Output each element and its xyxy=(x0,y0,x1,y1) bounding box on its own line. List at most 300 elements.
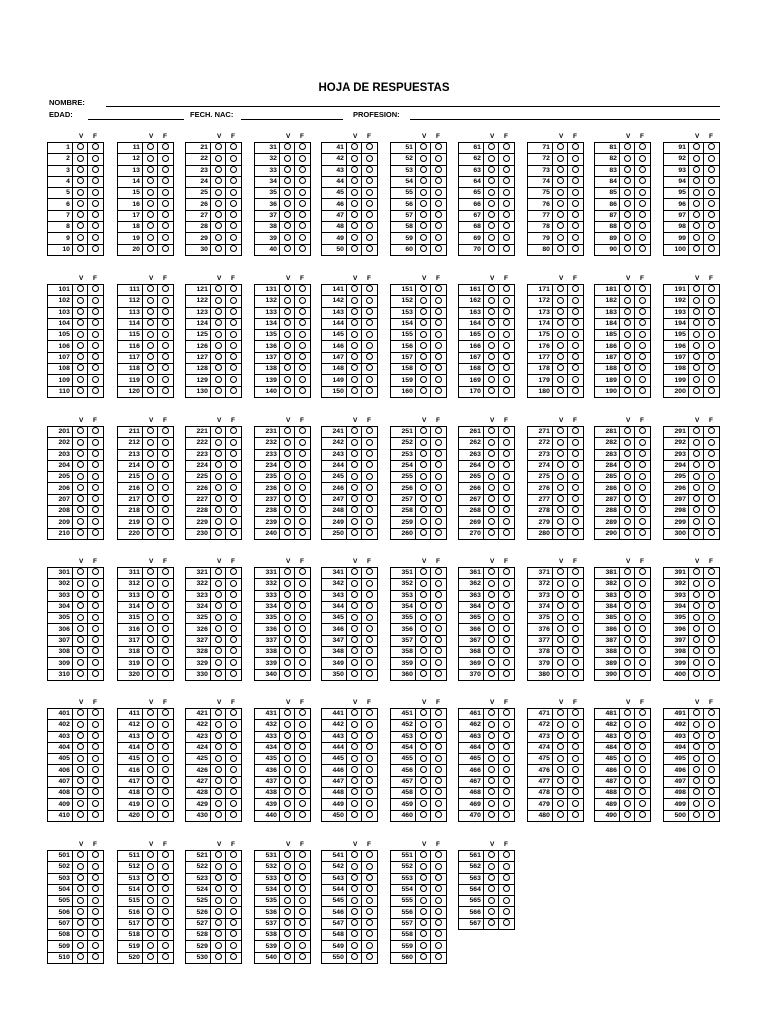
bubble-f[interactable] xyxy=(299,529,306,536)
bubble-v[interactable] xyxy=(284,245,291,252)
bubble-f[interactable] xyxy=(503,670,510,677)
bubble-v[interactable] xyxy=(77,439,84,446)
bubble-v[interactable] xyxy=(693,155,700,162)
bubble-f[interactable] xyxy=(92,625,99,632)
bubble-f[interactable] xyxy=(503,851,510,858)
bubble-v[interactable] xyxy=(215,211,222,218)
bubble-v[interactable] xyxy=(147,568,154,575)
bubble-v[interactable] xyxy=(624,143,631,150)
bubble-f[interactable] xyxy=(708,450,715,457)
bubble-f[interactable] xyxy=(708,529,715,536)
bubble-v[interactable] xyxy=(215,659,222,666)
bubble-f[interactable] xyxy=(162,495,169,502)
bubble-v[interactable] xyxy=(215,342,222,349)
bubble-v[interactable] xyxy=(557,331,564,338)
bubble-f[interactable] xyxy=(92,659,99,666)
bubble-f[interactable] xyxy=(162,473,169,480)
bubble-f[interactable] xyxy=(366,331,373,338)
bubble-f[interactable] xyxy=(572,800,579,807)
bubble-v[interactable] xyxy=(624,308,631,315)
bubble-v[interactable] xyxy=(351,614,358,621)
bubble-v[interactable] xyxy=(284,189,291,196)
bubble-f[interactable] xyxy=(230,874,237,881)
bubble-v[interactable] xyxy=(420,636,427,643)
bubble-f[interactable] xyxy=(366,788,373,795)
bubble-v[interactable] xyxy=(693,177,700,184)
bubble-f[interactable] xyxy=(639,484,646,491)
bubble-v[interactable] xyxy=(557,495,564,502)
bubble-f[interactable] xyxy=(503,155,510,162)
bubble-v[interactable] xyxy=(284,580,291,587)
bubble-f[interactable] xyxy=(299,461,306,468)
bubble-f[interactable] xyxy=(435,461,442,468)
bubble-f[interactable] xyxy=(162,919,169,926)
bubble-f[interactable] xyxy=(435,851,442,858)
bubble-f[interactable] xyxy=(366,364,373,371)
bubble-f[interactable] xyxy=(299,766,306,773)
bubble-f[interactable] xyxy=(435,427,442,434)
bubble-v[interactable] xyxy=(215,331,222,338)
bubble-v[interactable] xyxy=(557,450,564,457)
bubble-f[interactable] xyxy=(503,143,510,150)
bubble-f[interactable] xyxy=(299,518,306,525)
bubble-f[interactable] xyxy=(162,625,169,632)
bubble-f[interactable] xyxy=(230,376,237,383)
bubble-f[interactable] xyxy=(572,647,579,654)
bubble-v[interactable] xyxy=(147,166,154,173)
bubble-v[interactable] xyxy=(624,234,631,241)
bubble-f[interactable] xyxy=(299,602,306,609)
bubble-f[interactable] xyxy=(92,580,99,587)
bubble-f[interactable] xyxy=(572,518,579,525)
bubble-v[interactable] xyxy=(624,529,631,536)
bubble-v[interactable] xyxy=(420,495,427,502)
bubble-v[interactable] xyxy=(488,908,495,915)
bubble-v[interactable] xyxy=(488,166,495,173)
bubble-v[interactable] xyxy=(77,800,84,807)
bubble-v[interactable] xyxy=(351,659,358,666)
bubble-v[interactable] xyxy=(420,614,427,621)
bubble-v[interactable] xyxy=(488,766,495,773)
bubble-v[interactable] xyxy=(488,777,495,784)
bubble-f[interactable] xyxy=(230,308,237,315)
bubble-v[interactable] xyxy=(351,342,358,349)
bubble-v[interactable] xyxy=(147,788,154,795)
bubble-v[interactable] xyxy=(284,387,291,394)
bubble-f[interactable] xyxy=(572,143,579,150)
bubble-v[interactable] xyxy=(215,602,222,609)
bubble-v[interactable] xyxy=(488,788,495,795)
bubble-f[interactable] xyxy=(162,908,169,915)
bubble-v[interactable] xyxy=(420,319,427,326)
bubble-f[interactable] xyxy=(708,143,715,150)
bubble-v[interactable] xyxy=(557,788,564,795)
bubble-v[interactable] xyxy=(557,602,564,609)
bubble-f[interactable] xyxy=(92,919,99,926)
bubble-v[interactable] xyxy=(420,777,427,784)
bubble-f[interactable] xyxy=(435,331,442,338)
bubble-v[interactable] xyxy=(147,670,154,677)
bubble-v[interactable] xyxy=(215,919,222,926)
bubble-f[interactable] xyxy=(366,580,373,587)
bubble-f[interactable] xyxy=(572,439,579,446)
bubble-f[interactable] xyxy=(572,743,579,750)
bubble-f[interactable] xyxy=(366,800,373,807)
bubble-v[interactable] xyxy=(557,245,564,252)
bubble-v[interactable] xyxy=(77,919,84,926)
bubble-f[interactable] xyxy=(708,614,715,621)
bubble-f[interactable] xyxy=(503,376,510,383)
bubble-v[interactable] xyxy=(215,234,222,241)
bubble-v[interactable] xyxy=(147,777,154,784)
bubble-v[interactable] xyxy=(624,200,631,207)
bubble-v[interactable] xyxy=(420,743,427,750)
bubble-v[interactable] xyxy=(147,387,154,394)
bubble-f[interactable] xyxy=(299,439,306,446)
bubble-v[interactable] xyxy=(215,200,222,207)
bubble-f[interactable] xyxy=(230,908,237,915)
bubble-v[interactable] xyxy=(488,863,495,870)
bubble-v[interactable] xyxy=(557,580,564,587)
bubble-f[interactable] xyxy=(435,234,442,241)
bubble-f[interactable] xyxy=(366,863,373,870)
bubble-f[interactable] xyxy=(92,319,99,326)
bubble-f[interactable] xyxy=(639,636,646,643)
bubble-f[interactable] xyxy=(639,788,646,795)
bubble-v[interactable] xyxy=(284,461,291,468)
bubble-f[interactable] xyxy=(503,591,510,598)
bubble-v[interactable] xyxy=(284,709,291,716)
bubble-v[interactable] xyxy=(488,234,495,241)
bubble-v[interactable] xyxy=(215,591,222,598)
bubble-f[interactable] xyxy=(572,387,579,394)
bubble-v[interactable] xyxy=(624,506,631,513)
bubble-f[interactable] xyxy=(299,647,306,654)
bubble-v[interactable] xyxy=(147,766,154,773)
bubble-v[interactable] xyxy=(693,568,700,575)
bubble-v[interactable] xyxy=(284,885,291,892)
bubble-f[interactable] xyxy=(503,800,510,807)
bubble-f[interactable] xyxy=(708,647,715,654)
bubble-f[interactable] xyxy=(366,189,373,196)
bubble-f[interactable] xyxy=(92,732,99,739)
bubble-v[interactable] xyxy=(351,953,358,960)
bubble-v[interactable] xyxy=(420,811,427,818)
bubble-v[interactable] xyxy=(693,614,700,621)
bubble-v[interactable] xyxy=(284,427,291,434)
bubble-f[interactable] xyxy=(366,636,373,643)
bubble-f[interactable] xyxy=(162,331,169,338)
bubble-f[interactable] xyxy=(299,211,306,218)
bubble-v[interactable] xyxy=(284,506,291,513)
bubble-f[interactable] xyxy=(92,800,99,807)
bubble-f[interactable] xyxy=(230,200,237,207)
bubble-v[interactable] xyxy=(147,851,154,858)
bubble-f[interactable] xyxy=(366,930,373,937)
bubble-v[interactable] xyxy=(488,529,495,536)
bubble-f[interactable] xyxy=(639,495,646,502)
bubble-f[interactable] xyxy=(435,732,442,739)
bubble-v[interactable] xyxy=(351,518,358,525)
bubble-f[interactable] xyxy=(162,863,169,870)
bubble-f[interactable] xyxy=(366,721,373,728)
bubble-v[interactable] xyxy=(77,342,84,349)
bubble-v[interactable] xyxy=(351,484,358,491)
bubble-f[interactable] xyxy=(230,189,237,196)
bubble-v[interactable] xyxy=(147,659,154,666)
bubble-v[interactable] xyxy=(215,285,222,292)
bubble-f[interactable] xyxy=(435,647,442,654)
bubble-f[interactable] xyxy=(435,863,442,870)
bubble-f[interactable] xyxy=(708,473,715,480)
bubble-v[interactable] xyxy=(420,308,427,315)
bubble-v[interactable] xyxy=(488,342,495,349)
bubble-v[interactable] xyxy=(215,670,222,677)
bubble-v[interactable] xyxy=(215,143,222,150)
bubble-v[interactable] xyxy=(215,777,222,784)
bubble-v[interactable] xyxy=(215,353,222,360)
bubble-v[interactable] xyxy=(284,297,291,304)
bubble-f[interactable] xyxy=(435,885,442,892)
bubble-v[interactable] xyxy=(215,580,222,587)
bubble-v[interactable] xyxy=(420,863,427,870)
bubble-f[interactable] xyxy=(503,461,510,468)
bubble-f[interactable] xyxy=(435,874,442,881)
bubble-v[interactable] xyxy=(624,364,631,371)
bubble-f[interactable] xyxy=(92,450,99,457)
bubble-v[interactable] xyxy=(215,636,222,643)
bubble-v[interactable] xyxy=(624,155,631,162)
bubble-f[interactable] xyxy=(230,319,237,326)
bubble-v[interactable] xyxy=(215,439,222,446)
bubble-f[interactable] xyxy=(162,245,169,252)
bubble-f[interactable] xyxy=(230,732,237,739)
bubble-f[interactable] xyxy=(366,919,373,926)
bubble-v[interactable] xyxy=(215,811,222,818)
bubble-v[interactable] xyxy=(624,518,631,525)
bubble-v[interactable] xyxy=(488,506,495,513)
bubble-v[interactable] xyxy=(624,591,631,598)
bubble-f[interactable] xyxy=(503,732,510,739)
bubble-f[interactable] xyxy=(708,222,715,229)
bubble-f[interactable] xyxy=(366,177,373,184)
bubble-v[interactable] xyxy=(147,953,154,960)
bubble-f[interactable] xyxy=(572,506,579,513)
bubble-f[interactable] xyxy=(366,766,373,773)
bubble-v[interactable] xyxy=(351,777,358,784)
bubble-f[interactable] xyxy=(708,580,715,587)
bubble-f[interactable] xyxy=(503,353,510,360)
bubble-v[interactable] xyxy=(284,450,291,457)
bubble-v[interactable] xyxy=(147,245,154,252)
bubble-f[interactable] xyxy=(366,353,373,360)
bubble-f[interactable] xyxy=(503,908,510,915)
bubble-f[interactable] xyxy=(299,800,306,807)
bubble-f[interactable] xyxy=(503,614,510,621)
bubble-f[interactable] xyxy=(503,811,510,818)
bubble-v[interactable] xyxy=(77,732,84,739)
bubble-v[interactable] xyxy=(624,755,631,762)
bubble-f[interactable] xyxy=(299,234,306,241)
bubble-f[interactable] xyxy=(435,811,442,818)
bubble-v[interactable] xyxy=(693,473,700,480)
bubble-v[interactable] xyxy=(693,721,700,728)
bubble-f[interactable] xyxy=(435,580,442,587)
bubble-f[interactable] xyxy=(435,211,442,218)
bubble-v[interactable] xyxy=(77,450,84,457)
bubble-v[interactable] xyxy=(624,732,631,739)
bubble-v[interactable] xyxy=(420,297,427,304)
bubble-v[interactable] xyxy=(147,580,154,587)
bubble-f[interactable] xyxy=(92,166,99,173)
bubble-f[interactable] xyxy=(572,614,579,621)
bubble-v[interactable] xyxy=(693,211,700,218)
bubble-v[interactable] xyxy=(488,461,495,468)
bubble-f[interactable] xyxy=(435,709,442,716)
bubble-f[interactable] xyxy=(162,766,169,773)
bubble-f[interactable] xyxy=(299,245,306,252)
bubble-f[interactable] xyxy=(572,376,579,383)
bubble-f[interactable] xyxy=(92,721,99,728)
bubble-v[interactable] xyxy=(147,439,154,446)
bubble-f[interactable] xyxy=(708,800,715,807)
bubble-f[interactable] xyxy=(572,732,579,739)
bubble-f[interactable] xyxy=(230,636,237,643)
bubble-f[interactable] xyxy=(708,602,715,609)
bubble-v[interactable] xyxy=(77,461,84,468)
bubble-f[interactable] xyxy=(162,353,169,360)
bubble-f[interactable] xyxy=(366,200,373,207)
bubble-v[interactable] xyxy=(557,766,564,773)
bubble-v[interactable] xyxy=(147,919,154,926)
bubble-f[interactable] xyxy=(230,919,237,926)
bubble-f[interactable] xyxy=(639,331,646,338)
bubble-f[interactable] xyxy=(162,166,169,173)
bubble-f[interactable] xyxy=(230,387,237,394)
bubble-f[interactable] xyxy=(230,285,237,292)
bubble-f[interactable] xyxy=(435,376,442,383)
bubble-v[interactable] xyxy=(488,450,495,457)
bubble-v[interactable] xyxy=(147,930,154,937)
bubble-v[interactable] xyxy=(351,245,358,252)
bubble-v[interactable] xyxy=(215,297,222,304)
bubble-v[interactable] xyxy=(77,874,84,881)
bubble-v[interactable] xyxy=(693,659,700,666)
bubble-v[interactable] xyxy=(693,200,700,207)
bubble-f[interactable] xyxy=(299,506,306,513)
bubble-v[interactable] xyxy=(488,885,495,892)
bubble-f[interactable] xyxy=(708,811,715,818)
bubble-v[interactable] xyxy=(557,743,564,750)
bubble-f[interactable] xyxy=(230,721,237,728)
bubble-f[interactable] xyxy=(503,200,510,207)
bubble-f[interactable] xyxy=(366,591,373,598)
bubble-f[interactable] xyxy=(708,155,715,162)
bubble-f[interactable] xyxy=(708,285,715,292)
bubble-f[interactable] xyxy=(639,614,646,621)
bubble-v[interactable] xyxy=(77,942,84,949)
bubble-v[interactable] xyxy=(284,670,291,677)
bubble-f[interactable] xyxy=(92,874,99,881)
bubble-f[interactable] xyxy=(92,908,99,915)
bubble-v[interactable] xyxy=(147,211,154,218)
bubble-f[interactable] xyxy=(503,625,510,632)
bubble-f[interactable] xyxy=(639,529,646,536)
bubble-f[interactable] xyxy=(572,529,579,536)
bubble-f[interactable] xyxy=(366,245,373,252)
bubble-f[interactable] xyxy=(92,647,99,654)
bubble-f[interactable] xyxy=(92,636,99,643)
bubble-f[interactable] xyxy=(435,484,442,491)
bubble-v[interactable] xyxy=(351,874,358,881)
bubble-f[interactable] xyxy=(708,670,715,677)
bubble-v[interactable] xyxy=(147,222,154,229)
bubble-f[interactable] xyxy=(503,897,510,904)
bubble-f[interactable] xyxy=(366,285,373,292)
bubble-v[interactable] xyxy=(147,376,154,383)
bubble-v[interactable] xyxy=(147,709,154,716)
bubble-v[interactable] xyxy=(693,353,700,360)
bubble-f[interactable] xyxy=(503,743,510,750)
bubble-v[interactable] xyxy=(284,177,291,184)
bubble-v[interactable] xyxy=(215,155,222,162)
bubble-v[interactable] xyxy=(215,766,222,773)
bubble-v[interactable] xyxy=(351,529,358,536)
bubble-v[interactable] xyxy=(693,518,700,525)
bubble-v[interactable] xyxy=(624,743,631,750)
bubble-v[interactable] xyxy=(624,353,631,360)
bubble-v[interactable] xyxy=(284,602,291,609)
bubble-f[interactable] xyxy=(230,364,237,371)
bubble-f[interactable] xyxy=(366,942,373,949)
bubble-v[interactable] xyxy=(284,518,291,525)
bubble-f[interactable] xyxy=(92,439,99,446)
bubble-v[interactable] xyxy=(488,285,495,292)
bubble-f[interactable] xyxy=(503,874,510,881)
bubble-f[interactable] xyxy=(708,234,715,241)
bubble-v[interactable] xyxy=(420,709,427,716)
bubble-f[interactable] xyxy=(435,659,442,666)
bubble-f[interactable] xyxy=(708,788,715,795)
bubble-f[interactable] xyxy=(299,427,306,434)
bubble-v[interactable] xyxy=(624,580,631,587)
bubble-v[interactable] xyxy=(420,580,427,587)
bubble-v[interactable] xyxy=(693,709,700,716)
bubble-v[interactable] xyxy=(420,376,427,383)
bubble-v[interactable] xyxy=(624,473,631,480)
bubble-v[interactable] xyxy=(693,342,700,349)
bubble-f[interactable] xyxy=(299,143,306,150)
bubble-v[interactable] xyxy=(215,495,222,502)
bubble-f[interactable] xyxy=(708,518,715,525)
bubble-v[interactable] xyxy=(488,376,495,383)
bubble-v[interactable] xyxy=(215,930,222,937)
bubble-v[interactable] xyxy=(77,211,84,218)
bubble-f[interactable] xyxy=(572,495,579,502)
bubble-f[interactable] xyxy=(92,143,99,150)
bubble-v[interactable] xyxy=(488,143,495,150)
bubble-v[interactable] xyxy=(488,721,495,728)
bubble-v[interactable] xyxy=(420,342,427,349)
bubble-f[interactable] xyxy=(162,387,169,394)
bubble-f[interactable] xyxy=(708,568,715,575)
bubble-f[interactable] xyxy=(366,568,373,575)
bubble-f[interactable] xyxy=(503,222,510,229)
bubble-f[interactable] xyxy=(708,308,715,315)
bubble-v[interactable] xyxy=(420,659,427,666)
bubble-f[interactable] xyxy=(572,155,579,162)
bubble-f[interactable] xyxy=(708,364,715,371)
